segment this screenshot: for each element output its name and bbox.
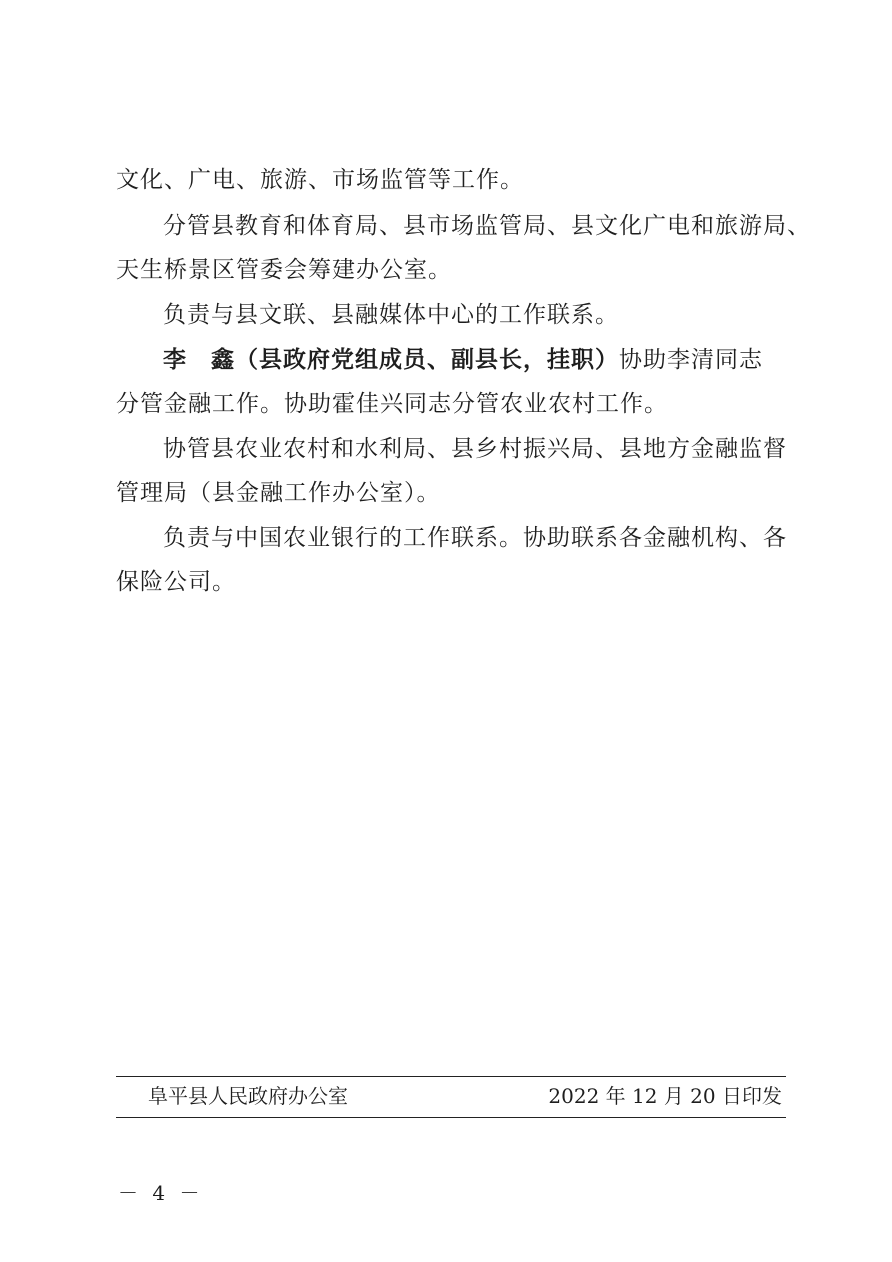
official-line [116, 338, 781, 382]
paragraph-line: 分管县教育和体育局、县市场监管局、县文化广电和旅游局、 [163, 213, 811, 239]
footer-top-rule [116, 1076, 786, 1077]
issue-date: 2022 年 12 月 20 日印发 [548, 1084, 782, 1108]
footer-bottom-rule [116, 1117, 786, 1118]
official-name: 李 鑫 [163, 347, 235, 373]
official-duty: 协助李清同志 [619, 347, 763, 373]
issuer-name: 阜平县人民政府办公室 [148, 1084, 348, 1108]
paragraph-line: 天生桥景区管委会筹建办公室。 [116, 257, 452, 283]
paragraph-line: 负责与中国农业银行的工作联系。协助联系各金融机构、各 [163, 525, 787, 551]
paragraph-line: 文化、广电、旅游、市场监管等工作。 [116, 167, 524, 193]
official-title: （县政府党组成员、副县长，挂职） [235, 347, 619, 373]
paragraph-line: 保险公司。 [116, 569, 236, 595]
document-body [116, 158, 811, 604]
page-number: － 4 － [118, 1181, 204, 1205]
paragraph-line: 管理局（县金融工作办公室）。 [116, 480, 441, 506]
paragraph-line: 协管县农业农村和水利局、县乡村振兴局、县地方金融监督 [163, 436, 787, 462]
paragraph-line: 分管金融工作。协助霍佳兴同志分管农业农村工作。 [116, 391, 668, 417]
paragraph-line: 负责与县文联、县融媒体中心的工作联系。 [163, 302, 619, 328]
